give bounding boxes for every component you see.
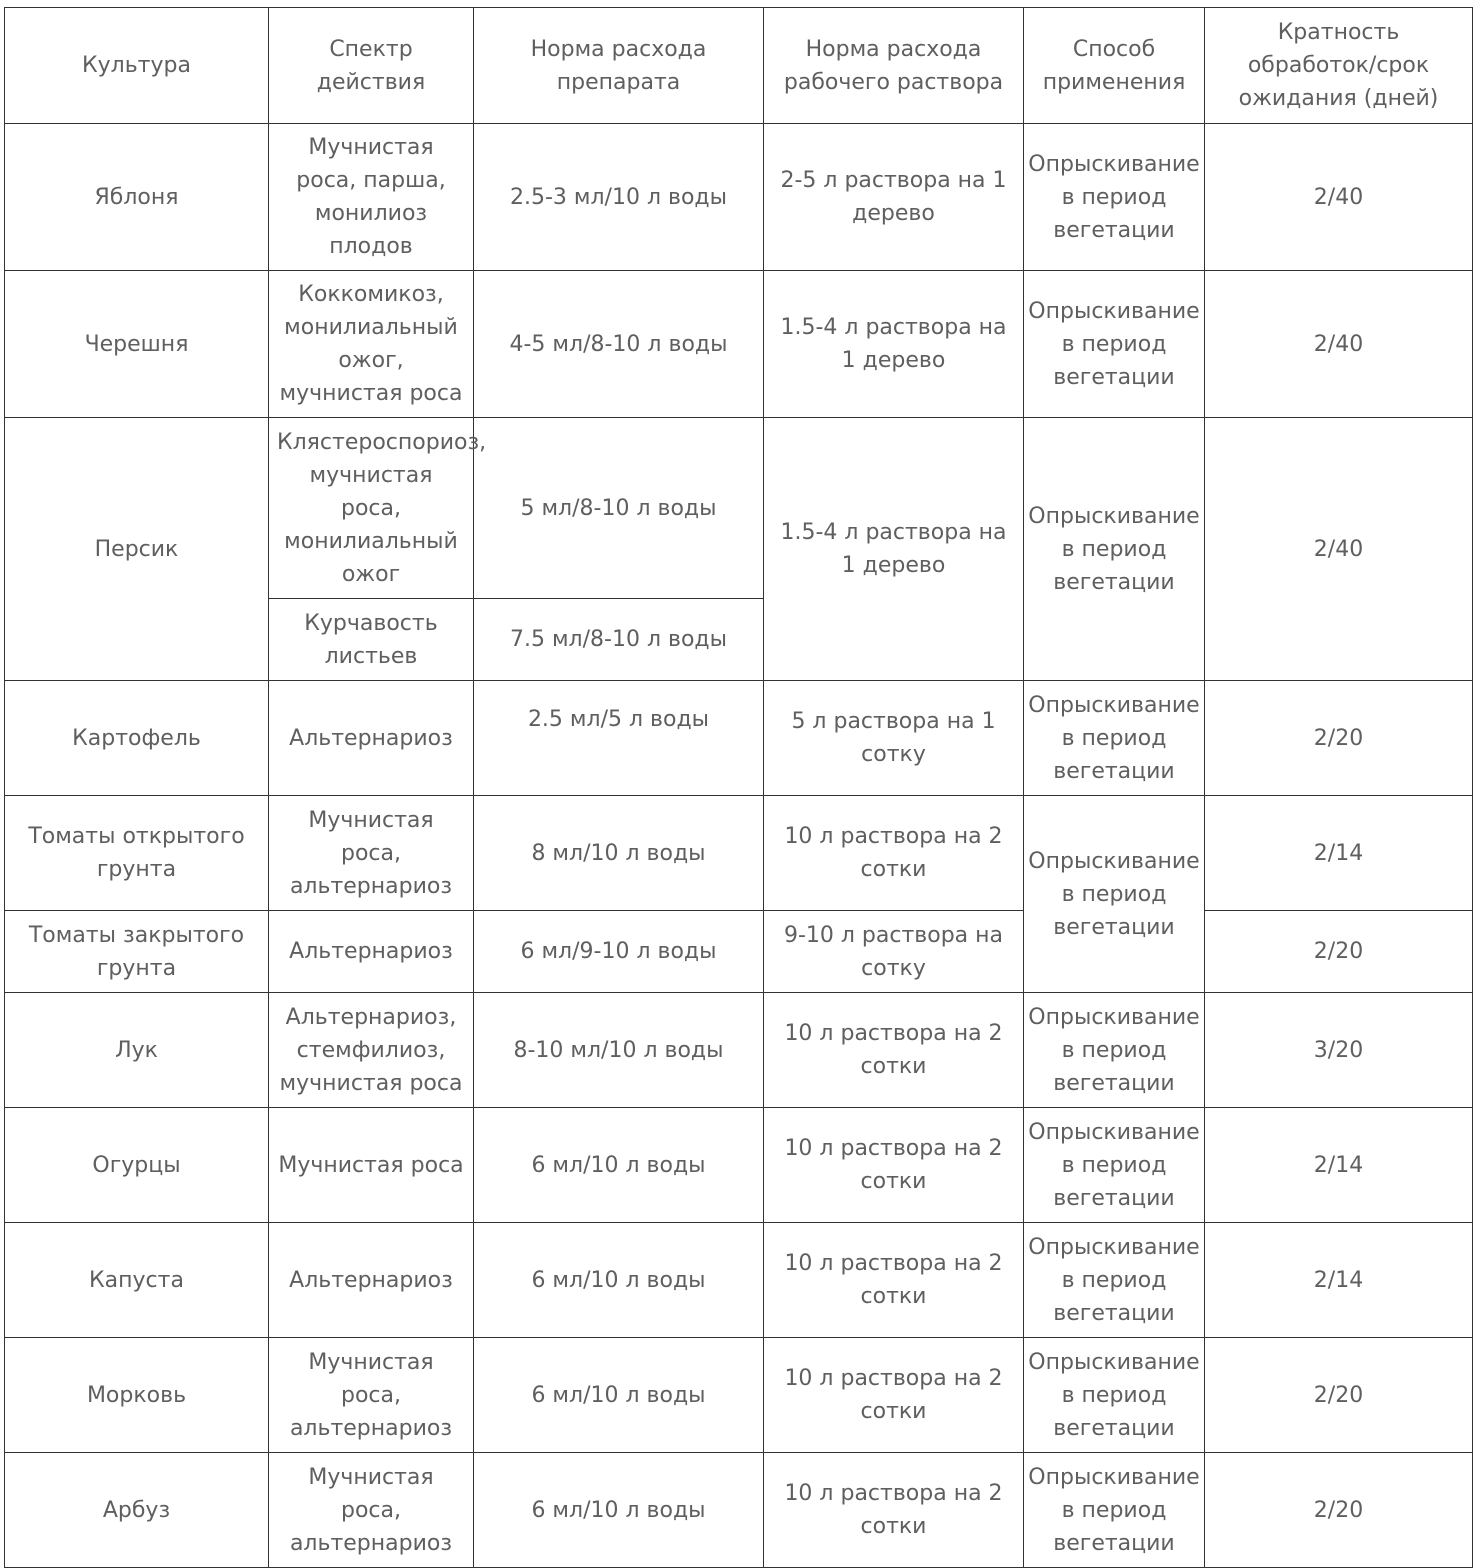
table-row <box>5 911 1473 993</box>
table-row <box>5 1223 1473 1338</box>
cell-solution: 10 л раствора на 2 сотки <box>764 1338 1024 1453</box>
cell-term: 2/40 <box>1205 124 1473 271</box>
cell-crop: Морковь <box>5 1338 269 1453</box>
cell-crop: Капуста <box>5 1223 269 1338</box>
cell-dose: 6 мл/9-10 л воды <box>474 911 764 993</box>
cell-spectrum: Курчавость листьев <box>269 599 474 681</box>
table-row <box>5 993 1473 1108</box>
cell-dose: 4-5 мл/8-10 л воды <box>474 271 764 418</box>
cell-method: Опрыскивание в период вегетации <box>1024 796 1205 993</box>
cell-crop: Яблоня <box>5 124 269 271</box>
cell-term: 2/14 <box>1205 1108 1473 1223</box>
header-crop: Культура <box>5 8 269 124</box>
table-row <box>5 681 1473 796</box>
cell-dose: 5 мл/8-10 л воды <box>474 418 764 599</box>
cell-spectrum: Мучнистая роса, альтернариоз <box>269 796 474 911</box>
table-row <box>5 1453 1473 1568</box>
cell-spectrum: Мучнистая роса, альтернариоз <box>269 1338 474 1453</box>
header-dose: Норма расхода препарата <box>474 8 764 124</box>
cell-solution: 10 л раствора на 2 сотки <box>764 1223 1024 1338</box>
cell-solution: 2-5 л раствора на 1 дерево <box>764 124 1024 271</box>
header-term: Кратность обработок/срок ожидания (дней) <box>1205 8 1473 124</box>
cell-term: 2/20 <box>1205 1338 1473 1453</box>
cell-method: Опрыскивание в период вегетации <box>1024 1338 1205 1453</box>
cell-spectrum: Мучнистая роса <box>269 1108 474 1223</box>
table-row <box>5 271 1473 418</box>
table-row <box>5 418 1473 599</box>
cell-term: 2/20 <box>1205 911 1473 993</box>
cell-solution: 10 л раствора на 2 сотки <box>764 1108 1024 1223</box>
cell-crop: Персик <box>5 418 269 681</box>
cell-spectrum: Альтернариоз, стемфилиоз, мучнистая роса <box>269 993 474 1108</box>
cell-term: 2/40 <box>1205 418 1473 681</box>
cell-crop: Картофель <box>5 681 269 796</box>
table-row <box>5 124 1473 271</box>
table-row <box>5 1108 1473 1223</box>
cell-crop: Томаты закрытого грунта <box>5 911 269 993</box>
cell-solution: 9-10 л раствора на сотку <box>764 911 1024 993</box>
cell-spectrum: Мучнистая роса, альтернариоз <box>269 1453 474 1568</box>
cell-dose: 8 мл/10 л воды <box>474 796 764 911</box>
cell-method: Опрыскивание в период вегетации <box>1024 993 1205 1108</box>
cell-crop: Огурцы <box>5 1108 269 1223</box>
header-solution: Норма расхода рабочего раствора <box>764 8 1024 124</box>
cell-dose: 6 мл/10 л воды <box>474 1453 764 1568</box>
cell-method: Опрыскивание в период вегетации <box>1024 124 1205 271</box>
cell-dose: 2.5-3 мл/10 л воды <box>474 124 764 271</box>
cell-dose: 7.5 мл/8-10 л воды <box>474 599 764 681</box>
cell-solution: 1.5-4 л раствора на 1 дерево <box>764 418 1024 681</box>
cell-method: Опрыскивание в период вегетации <box>1024 271 1205 418</box>
cell-spectrum: Клястероспориоз, мучнистая роса, монилиальный ожог <box>269 418 474 599</box>
cell-term: 2/20 <box>1205 681 1473 796</box>
cell-dose: 6 мл/10 л воды <box>474 1223 764 1338</box>
header-method: Способ применения <box>1024 8 1205 124</box>
cell-spectrum: Мучнистая роса, парша, монилиоз плодов <box>269 124 474 271</box>
cell-term: 2/14 <box>1205 796 1473 911</box>
cell-solution: 1.5-4 л раствора на 1 дерево <box>764 271 1024 418</box>
cell-dose: 8-10 мл/10 л воды <box>474 993 764 1108</box>
cell-spectrum: Альтернариоз <box>269 1223 474 1338</box>
cell-crop: Томаты открытого грунта <box>5 796 269 911</box>
cell-term: 2/14 <box>1205 1223 1473 1338</box>
cell-dose: 2.5 мл/5 л воды <box>474 681 764 796</box>
cell-dose: 6 мл/10 л воды <box>474 1108 764 1223</box>
cell-method: Опрыскивание в период вегетации <box>1024 1453 1205 1568</box>
cell-term: 3/20 <box>1205 993 1473 1108</box>
cell-method: Опрыскивание в период вегетации <box>1024 1223 1205 1338</box>
cell-spectrum: Коккомикоз, монилиальный ожог, мучнистая роса <box>269 271 474 418</box>
header-spectrum: Спектр действия <box>269 8 474 124</box>
table-row <box>5 796 1473 911</box>
cell-term: 2/40 <box>1205 271 1473 418</box>
table-header-row <box>5 8 1473 124</box>
cell-solution: 10 л раствора на 2 сотки <box>764 796 1024 911</box>
table-row <box>5 1338 1473 1453</box>
cell-spectrum: Альтернариоз <box>269 681 474 796</box>
cell-crop: Черешня <box>5 271 269 418</box>
cell-crop: Лук <box>5 993 269 1108</box>
cell-dose: 6 мл/10 л воды <box>474 1338 764 1453</box>
cell-solution: 10 л раствора на 2 сотки <box>764 1453 1024 1568</box>
cell-solution: 10 л раствора на 2 сотки <box>764 993 1024 1108</box>
cell-method: Опрыскивание в период вегетации <box>1024 1108 1205 1223</box>
cell-method: Опрыскивание в период вегетации <box>1024 681 1205 796</box>
cell-spectrum: Альтернариоз <box>269 911 474 993</box>
cell-term: 2/20 <box>1205 1453 1473 1568</box>
cell-method: Опрыскивание в период вегетации <box>1024 418 1205 681</box>
cell-crop: Арбуз <box>5 1453 269 1568</box>
fungicide-usage-table <box>4 7 1473 1568</box>
cell-solution: 5 л раствора на 1 сотку <box>764 681 1024 796</box>
